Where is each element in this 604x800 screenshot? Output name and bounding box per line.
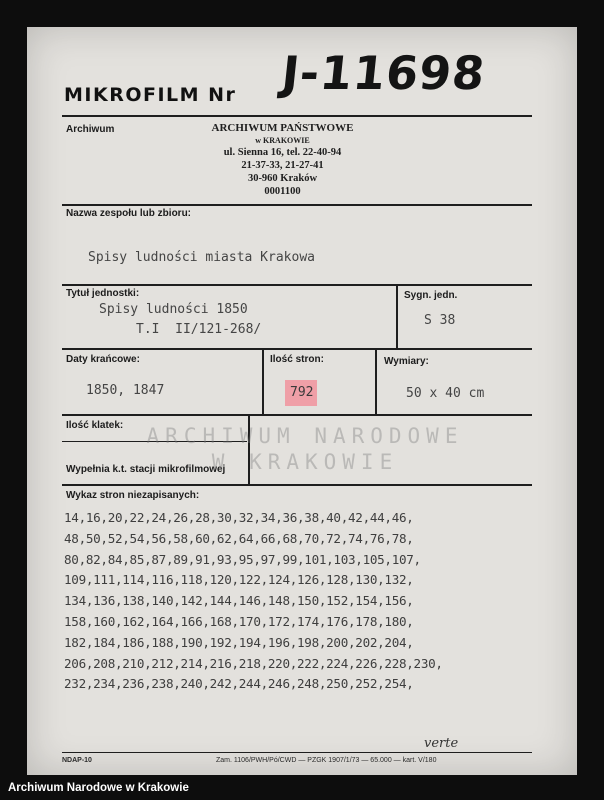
stamp-line-4: 21-37-33, 21-27-41 (241, 160, 324, 171)
divider-archive (62, 204, 532, 206)
watermark-line-1: ARCHIWUM NARODOWE (146, 424, 464, 448)
divider-bottom (62, 752, 532, 753)
archive-label: Archiwum (66, 124, 115, 135)
size-label: Wymiary: (384, 356, 429, 367)
unit-title-line2: T.I II/121-268/ (136, 322, 262, 337)
blank-pages-line: 14,16,20,22,24,26,28,30,32,34,36,38,40,42,44,46, (64, 510, 414, 525)
sygn-label: Sygn. jedn. (404, 290, 458, 301)
dates-label: Daty krańcowe: (66, 354, 140, 365)
stamp-line-1: ARCHIWUM PAŃSTWOWE (211, 122, 354, 134)
blank-pages-label: Wykaz stron niezapisanych: (66, 490, 200, 501)
stamp-line-5: 30-960 Kraków (247, 173, 318, 184)
dates-value: 1850, 1847 (86, 383, 165, 398)
size-value: 50 x 40 cm (406, 386, 485, 401)
sygn-value: S 38 (424, 313, 456, 328)
fonds-value: Spisy ludności miasta Krakowa (88, 250, 315, 265)
pages-value: 792 (290, 385, 314, 400)
blank-pages-line: 158,160,162,164,166,168,170,172,174,176,178,180, (64, 613, 414, 629)
unit-title-line1: Spisy ludności 1850 (99, 302, 248, 317)
blank-pages-list (64, 508, 443, 695)
stamp-line-3: ul. Sienna 16, tel. 22-40-94 (223, 147, 342, 158)
mikrofilm-label: MIKROFILM Nr (64, 84, 237, 106)
divider-pages (262, 348, 264, 414)
mikrofilm-number: J-11698 (279, 46, 489, 100)
frames-label: Ilość klatek: (66, 420, 124, 431)
unit-title-label: Tytuł jednostki: (66, 288, 140, 299)
verte-note: verte (424, 736, 459, 751)
stamp-line-2: w KRAKOWIE (255, 136, 310, 145)
watermark-line-2: W KRAKOWIE (211, 450, 399, 474)
blank-pages-line: 206,208,210,212,214,216,218,220,222,224,226,228,230, (64, 655, 443, 671)
blank-pages-line: 80,82,84,85,87,89,91,93,95,97,99,101,103,105,107, (64, 551, 421, 567)
form-code: NDAP-10 (62, 757, 92, 764)
archive-stamp (190, 122, 375, 198)
blank-pages-line: 48,50,52,54,56,58,60,62,64,66,68,70,72,74,76,78, (64, 530, 414, 546)
blank-pages-line: 109,111,114,116,118,120,122,124,126,128,130,132, (64, 572, 414, 588)
blank-pages-line: 182,184,186,188,190,192,194,196,198,200,202,204, (64, 634, 414, 650)
blank-pages-line: 134,136,138,140,142,144,146,148,150,152,154,156, (64, 593, 414, 609)
archive-credit-footer: Archiwum Narodowe w Krakowie (0, 776, 210, 800)
print-info: Zam. 1106/PWH/Pó/CWD — PZGK 1907/1/73 — 65.000 — kart. V/180 (216, 757, 437, 764)
blank-pages-line: 232,234,236,238,240,242,244,246,248,250,252,254, (64, 676, 414, 692)
station-label: Wypełnia k.t. stacji mikrofilmowej (66, 464, 226, 475)
divider-station (62, 484, 532, 486)
divider-fonds (62, 284, 532, 286)
fonds-label: Nazwa zespołu lub zbioru: (66, 208, 192, 219)
divider-unit (62, 348, 532, 350)
pages-label: Ilość stron: (270, 354, 324, 365)
divider-header (62, 115, 532, 117)
divider-dates (62, 414, 532, 416)
divider-size (375, 348, 377, 414)
divider-sygn (396, 284, 398, 348)
stamp-line-6: 0001100 (264, 186, 301, 197)
